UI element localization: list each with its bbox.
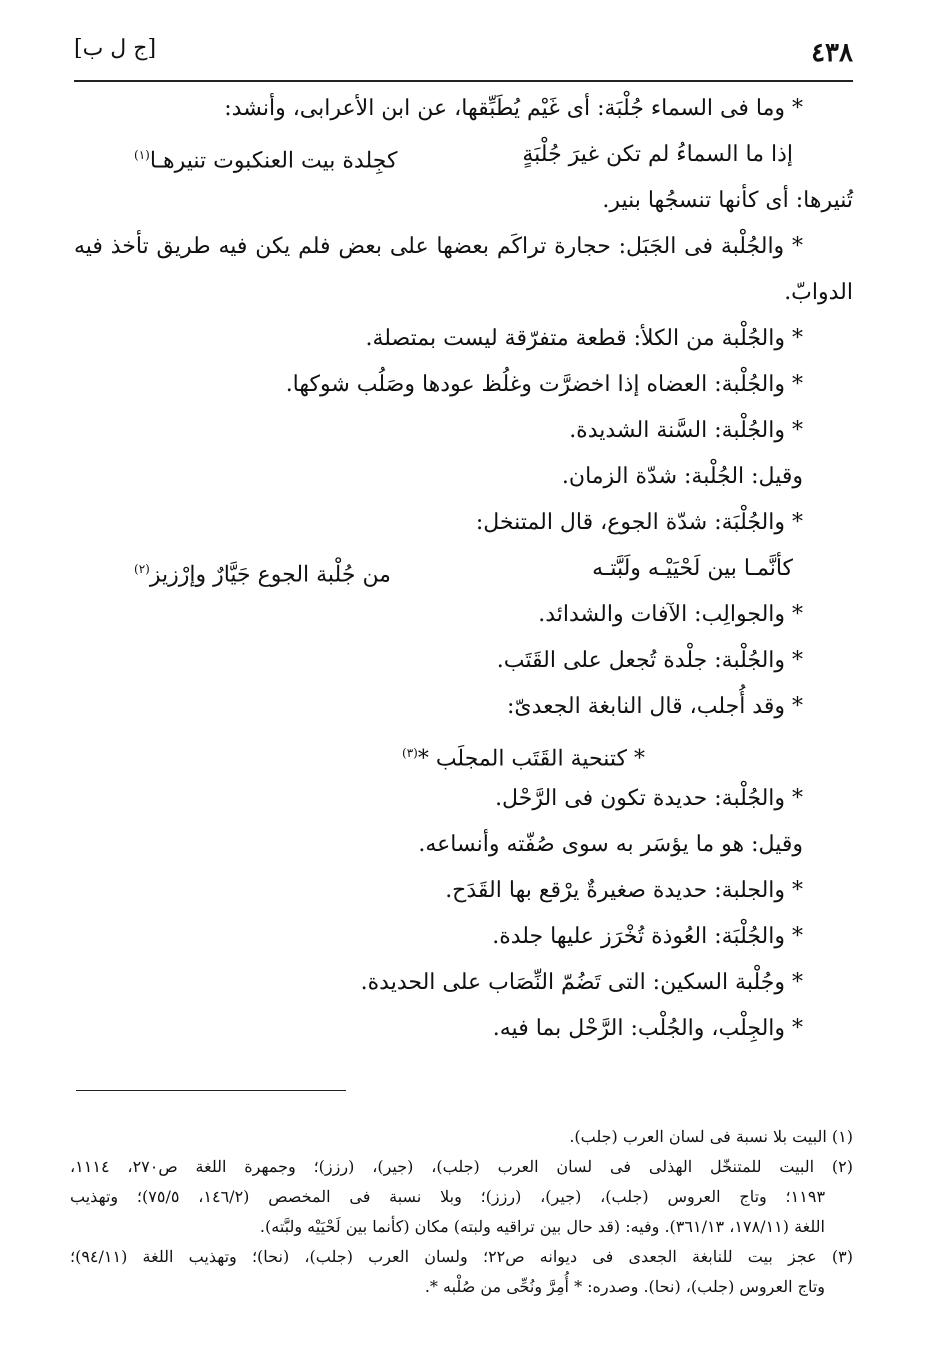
verse-line xyxy=(74,730,853,776)
verse-hemistich xyxy=(134,546,391,592)
text-line: وقيل: هو ما يؤسَر به سوى صُفّته وأنساعه. xyxy=(418,832,803,857)
text-line: * والجُلْبة: جلْدة تُجعل على القَتَب. xyxy=(496,648,803,673)
footnote-line: وتاج العروس (جلب)، (نحا). وصدره: * أُمِرَّ ونُحِّى من صُلْبه *. xyxy=(424,1277,825,1296)
verse-line xyxy=(74,132,853,178)
footnote-ref: (٣) xyxy=(402,746,418,760)
page-number: ٤٣٨ xyxy=(811,38,853,68)
text-line: * وقد أُجلب، قال النابغة الجعدىّ: xyxy=(506,694,803,719)
text-line: تُنيرها: أى كأنها تنسجُها بنير. xyxy=(602,188,853,213)
text-line: * والجُلْبَة: العُوذة تُخْرَز عليها جلدة. xyxy=(492,924,803,949)
text-line: * والجُلْبة: السَّنة الشديدة. xyxy=(569,418,803,443)
verse-line xyxy=(74,546,853,592)
footnote-rule xyxy=(76,1090,346,1091)
root-tag: [ج ل ب] xyxy=(74,36,157,61)
main-text xyxy=(74,86,853,1052)
text-line: * والجُلْبة: العضاه إذا اخضرَّت وغلُظ عودها وصَلُب شوكها. xyxy=(285,372,803,397)
text-line: وقيل: الجُلْبة: شدّة الزمان. xyxy=(561,464,803,489)
text-line: * والجُلْبة فى الجَبَل: حجارة تراكَم بعضها على بعض فلم يكن فيه طريق تأخذ فيه xyxy=(74,234,803,259)
verse-hemistich-text: من جُلْبة الجوع جَيَّارٌ وإرْزيز xyxy=(149,562,391,588)
text-line: الدوابّ. xyxy=(784,280,853,305)
header-rule xyxy=(74,80,853,82)
text-line: * والجُلْبة من الكلأ: قطعة متفرّقة ليست بمتصلة. xyxy=(365,326,803,351)
verse-hemistich-text: كجِلدة بيت العنكبوت تنيرهـا xyxy=(149,148,398,174)
footnotes xyxy=(70,1122,853,1302)
verse-hemistich: إذا ما السماءُ لم تكن غيرَ جُلْبَةٍ xyxy=(522,142,793,167)
text-line: * وما فى السماء جُلْبَة: أى غَيْم يُطَبِّقها، عن ابن الأعرابى، وأنشد: xyxy=(224,96,803,121)
verse-hemistich: كأنَّمـا بين لَحْيَيْـه ولَبَّتـه xyxy=(592,556,793,581)
text-line: * وجُلْبة السكين: التى تَضُمّ النِّصَاب على الحديدة. xyxy=(360,970,803,995)
footnote-ref: (٢) xyxy=(134,562,150,576)
footnote-ref: (١) xyxy=(134,148,150,162)
text-line: * والجِلْب، والجُلْب: الرَّحْل بما فيه. xyxy=(492,1016,803,1041)
text-line: * والجُلْبَة: شدّة الجوع، قال المتنخل: xyxy=(475,510,803,535)
footnote-line: (٢) البيت للمتنخّل الهذلى فى لسان العرب (جلب)، (جير)، (رزز)؛ وجمهرة اللغة ص٢٧٠، ١١١٤، xyxy=(70,1157,853,1176)
text-line: * والجُلْبة: حديدة تكون فى الرَّحْل. xyxy=(495,786,803,811)
footnote-line: اللغة (١٧٨/١١، ٣٦١/١٣). وفيه: (قد حال بين تراقيه ولبته) مكان (كأنما بين لَحْيَيْه ولبَّته). xyxy=(259,1217,825,1236)
text-line: * والجوالِب: الآفات والشدائد. xyxy=(538,602,803,627)
page-header xyxy=(74,34,853,80)
verse-hemistich: * كتنحية القَتَب المجلَب * xyxy=(417,746,645,772)
footnote-line: (١) البيت بلا نسبة فى لسان العرب (جلب). xyxy=(569,1127,853,1146)
text-line: * والجلبة: حديدة صغيرةٌ يرْقع بها القَدَح. xyxy=(445,878,803,903)
verse-hemistich xyxy=(134,132,397,178)
footnote-line: ١١٩٣؛ وتاج العروس (جلب)، (جير)، (رزز)؛ وبلا نسبة فى المخصص (١٤٦/٢، ٧٥/٥)؛ وتهذيب xyxy=(70,1187,826,1206)
footnote-line: (٣) عجز بيت للنابغة الجعدى فى ديوانه ص٢٢؛ ولسان العرب (جلب)، (نحا)؛ وتهذيب اللغة (٩٤/١١)؛ xyxy=(70,1247,853,1266)
